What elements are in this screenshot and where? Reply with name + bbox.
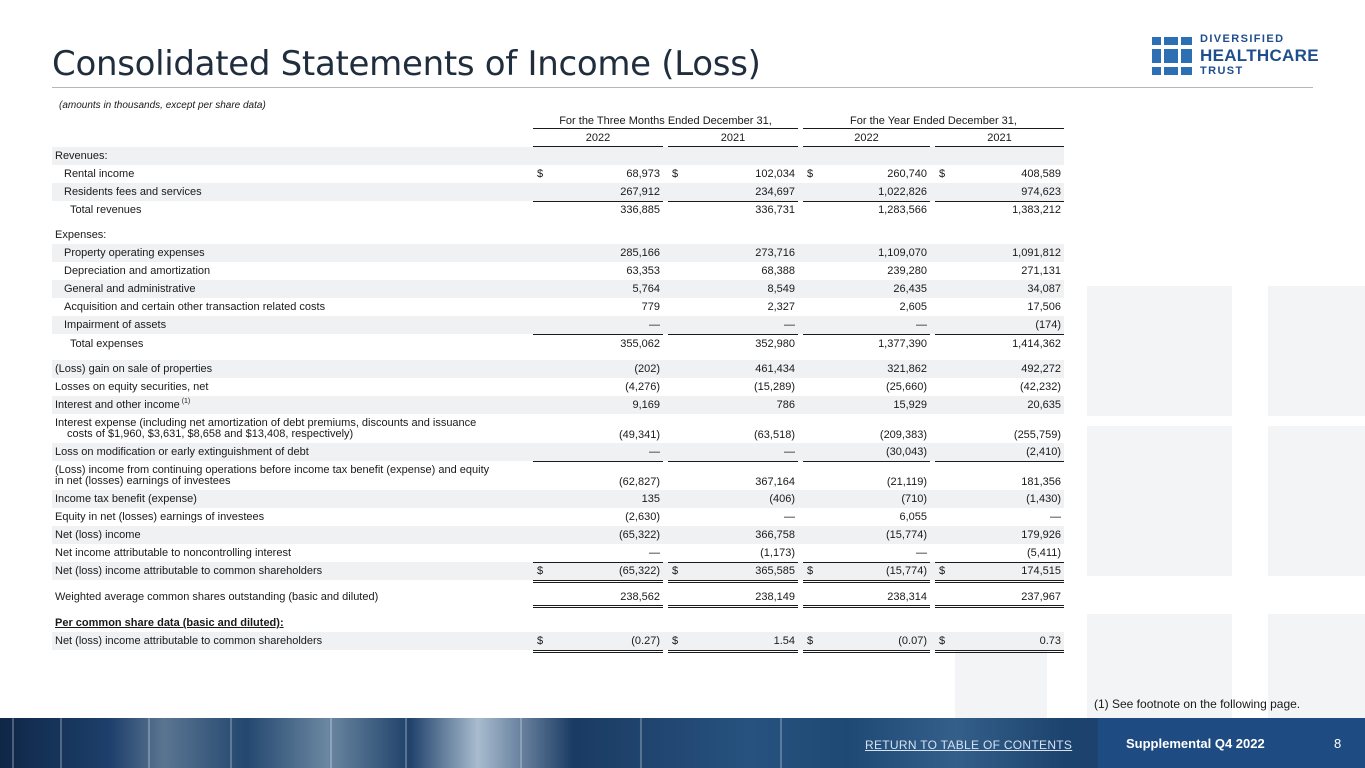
- value-cell: 1,109,070: [878, 247, 927, 259]
- table-row: [52, 262, 1064, 280]
- double-rule: [935, 652, 1064, 653]
- double-rule: [935, 650, 1064, 651]
- column-group-three-months: For the Three Months Ended December 31,: [559, 115, 772, 127]
- page-title: Consolidated Statements of Income (Loss): [52, 44, 761, 84]
- value-cell: (710): [901, 493, 927, 505]
- year-header: 2021: [987, 132, 1012, 144]
- value-cell: 1,022,826: [878, 186, 927, 198]
- value-cell: (15,289): [754, 381, 795, 393]
- row-label: [55, 399, 190, 411]
- value-cell: 1,383,212: [1012, 204, 1061, 216]
- table-row: [52, 396, 1064, 414]
- logo-text-line1: DIVERSIFIED: [1200, 33, 1285, 45]
- table-row: [52, 632, 1064, 650]
- value-cell: 779: [641, 301, 660, 313]
- value-cell: 238,562: [620, 591, 660, 603]
- double-rule: [668, 580, 798, 581]
- double-rule: [803, 650, 930, 651]
- row-label-text: Loss on modification or early extinguishment of debt: [55, 446, 309, 458]
- value-cell: 492,272: [1021, 363, 1061, 375]
- double-rule: [935, 582, 1064, 583]
- value-cell: (42,232): [1020, 381, 1061, 393]
- footnote-marker: (1): [179, 398, 191, 405]
- value-cell: 0.73: [1039, 635, 1061, 647]
- header-rule: [533, 128, 798, 129]
- value-cell: 355,062: [620, 338, 660, 350]
- subtotal-rule: [533, 562, 663, 563]
- double-rule: [668, 652, 798, 653]
- row-label: [55, 511, 264, 523]
- row-label: [55, 547, 291, 559]
- value-cell: (49,341): [619, 429, 660, 441]
- table-row: [52, 335, 1064, 353]
- value-cell: 238,149: [755, 591, 795, 603]
- subtotal-rule: [803, 562, 930, 563]
- table-row: [52, 226, 1064, 244]
- value-cell: (0.07): [898, 635, 927, 647]
- dollar-sign: $: [807, 565, 814, 577]
- table-row: [52, 165, 1064, 183]
- year-header: 2021: [720, 132, 746, 144]
- dollar-sign: $: [537, 635, 544, 647]
- table-row: [52, 588, 1064, 606]
- row-label-text: Impairment of assets: [64, 319, 167, 331]
- value-cell: (4,276): [625, 381, 660, 393]
- value-cell: 336,731: [755, 204, 795, 216]
- value-cell: (15,774): [886, 529, 927, 541]
- value-cell: (209,383): [879, 429, 927, 441]
- double-rule: [935, 580, 1064, 581]
- value-cell: 135: [641, 493, 660, 505]
- value-cell: —: [784, 446, 795, 458]
- row-label-line1: (Loss) income from continuing operations before income tax benefit (expense) and equity: [55, 464, 490, 476]
- value-cell: (63,518): [754, 429, 795, 441]
- row-label-text: Total revenues: [70, 204, 142, 216]
- row-label: [55, 446, 309, 458]
- row-label: [55, 229, 106, 241]
- row-label: [55, 565, 322, 577]
- title-divider: [52, 87, 1313, 88]
- row-label: [55, 591, 378, 603]
- dollar-sign: $: [672, 635, 679, 647]
- year-header: 2022: [585, 132, 611, 144]
- row-label: [55, 381, 208, 393]
- double-rule: [803, 605, 930, 606]
- row-label-line1: Interest expense (including net amortization of debt premiums, discounts and issuance: [55, 417, 477, 429]
- row-label: [64, 247, 205, 259]
- value-cell: (2,630): [625, 511, 660, 523]
- table-row: [52, 526, 1064, 544]
- footnote: (1) See footnote on the following page.: [1094, 697, 1301, 711]
- table-row: [52, 244, 1064, 262]
- row-label: [70, 204, 142, 216]
- year-header: 2022: [854, 132, 879, 144]
- row-label: [64, 168, 134, 180]
- value-cell: —: [784, 511, 795, 523]
- row-label-text: Residents fees and services: [64, 186, 202, 198]
- double-rule: [803, 652, 930, 653]
- row-label-line2: costs of $1,960, $3,631, $8,658 and $13,408, respectively): [67, 428, 354, 440]
- value-cell: 6,055: [899, 511, 927, 523]
- row-label-text: Revenues:: [55, 150, 108, 162]
- double-rule: [935, 607, 1064, 608]
- background-panel: [1268, 426, 1365, 576]
- table-row: [52, 414, 1064, 443]
- double-rule: [803, 582, 930, 583]
- background-panel: [955, 650, 1047, 718]
- row-label-text: Losses on equity securities, net: [55, 381, 209, 393]
- value-cell: 285,166: [620, 247, 660, 259]
- table-row: [52, 490, 1064, 508]
- row-label: [55, 465, 489, 487]
- company-logo: [1152, 34, 1317, 78]
- table-row: [52, 614, 1064, 632]
- row-label: [55, 635, 322, 647]
- value-cell: 234,697: [755, 186, 795, 198]
- value-cell: 1,377,390: [878, 338, 927, 350]
- row-label-text: Net (loss) income attributable to common shareholders: [55, 635, 323, 647]
- row-label: [64, 301, 325, 313]
- header-rule: [803, 128, 1064, 129]
- value-cell: 102,034: [755, 168, 795, 180]
- row-label-text: Acquisition and certain other transaction related costs: [64, 301, 326, 313]
- value-cell: 352,980: [755, 338, 795, 350]
- dollar-sign: $: [939, 168, 946, 180]
- row-label-text: Total expenses: [70, 338, 144, 350]
- row-label-text: Depreciation and amortization: [64, 265, 211, 277]
- value-cell: 9,169: [632, 399, 660, 411]
- value-cell: 367,164: [755, 476, 795, 488]
- table-row: [52, 201, 1064, 219]
- row-label-text: Net income attributable to noncontrolling interest: [55, 547, 292, 559]
- value-cell: 15,929: [893, 399, 927, 411]
- row-label-text: Per common share data (basic and diluted):: [55, 617, 284, 629]
- value-cell: 408,589: [1021, 168, 1061, 180]
- value-cell: (25,660): [886, 381, 927, 393]
- value-cell: 238,314: [887, 591, 927, 603]
- row-label: [55, 363, 212, 375]
- value-cell: 1,414,362: [1012, 338, 1061, 350]
- table-row: [52, 147, 1064, 165]
- value-cell: —: [916, 319, 927, 331]
- value-cell: 1.54: [773, 635, 795, 647]
- double-rule: [668, 607, 798, 608]
- value-cell: 267,912: [620, 186, 660, 198]
- dollar-sign: $: [537, 168, 544, 180]
- value-cell: (5,411): [1026, 547, 1061, 559]
- row-label-text: Equity in net (losses) earnings of investees: [55, 511, 265, 523]
- background-panel: [1268, 286, 1365, 416]
- table-row: [52, 461, 1064, 490]
- value-cell: (65,322): [619, 529, 660, 541]
- double-rule: [533, 580, 663, 581]
- value-cell: 17,506: [1027, 301, 1061, 313]
- return-to-toc-link[interactable]: RETURN TO TABLE OF CONTENTS: [865, 738, 1073, 752]
- value-cell: 34,087: [1027, 283, 1061, 295]
- double-rule: [533, 650, 663, 651]
- value-cell: 365,585: [755, 565, 795, 577]
- row-label-line2: in net (losses) earnings of investees: [55, 475, 231, 487]
- logo-text-line3: TRUST: [1200, 65, 1244, 77]
- row-label-text: General and administrative: [64, 283, 196, 295]
- row-label: [55, 529, 141, 541]
- value-cell: 68,973: [626, 168, 660, 180]
- double-rule: [533, 582, 663, 583]
- footer-bar: [0, 718, 1365, 768]
- row-label: [55, 617, 284, 629]
- value-cell: 8,549: [767, 283, 795, 295]
- dollar-sign: $: [672, 168, 679, 180]
- row-label-text: Net (loss) income: [55, 529, 141, 541]
- value-cell: (30,043): [886, 446, 927, 458]
- value-cell: 2,327: [767, 301, 795, 313]
- double-rule: [668, 650, 798, 651]
- row-label-text: Interest and other income: [55, 399, 180, 411]
- row-label-text: Expenses:: [55, 229, 107, 241]
- background-panel: [1087, 286, 1232, 416]
- dollar-sign: $: [939, 635, 946, 647]
- dollar-sign: $: [939, 565, 946, 577]
- value-cell: —: [1050, 511, 1061, 523]
- value-cell: (255,759): [1013, 429, 1061, 441]
- row-label: [70, 338, 143, 350]
- row-label-text: (Loss) gain on sale of properties: [55, 363, 213, 375]
- value-cell: (406): [769, 493, 795, 505]
- table-row: [52, 508, 1064, 526]
- value-cell: —: [649, 547, 660, 559]
- double-rule: [533, 605, 663, 606]
- value-cell: 26,435: [893, 283, 927, 295]
- value-cell: 271,131: [1021, 265, 1061, 277]
- value-cell: 321,862: [887, 363, 927, 375]
- table-row: [52, 544, 1064, 562]
- row-label-text: Net (loss) income attributable to common shareholders: [55, 565, 323, 577]
- value-cell: 239,280: [887, 265, 927, 277]
- value-cell: (15,774): [886, 565, 927, 577]
- row-label: [64, 283, 195, 295]
- double-rule: [533, 652, 663, 653]
- table-row: [52, 280, 1064, 298]
- value-cell: 1,091,812: [1012, 247, 1061, 259]
- table-row: [52, 298, 1064, 316]
- value-cell: (202): [634, 363, 660, 375]
- value-cell: 786: [776, 399, 795, 411]
- double-rule: [668, 582, 798, 583]
- value-cell: 1,283,566: [878, 204, 927, 216]
- value-cell: 63,353: [626, 265, 660, 277]
- logo-mark-icon: [1152, 37, 1193, 75]
- value-cell: (21,119): [886, 476, 927, 488]
- table-row: [52, 183, 1064, 201]
- row-label: [64, 265, 210, 277]
- double-rule: [935, 605, 1064, 606]
- page-number: 8: [1334, 736, 1342, 751]
- table-row: [52, 562, 1064, 580]
- value-cell: (62,827): [619, 476, 660, 488]
- value-cell: 179,926: [1021, 529, 1061, 541]
- value-cell: (174): [1035, 319, 1061, 331]
- column-group-year: For the Year Ended December 31,: [850, 115, 1017, 127]
- value-cell: 273,716: [755, 247, 795, 259]
- value-cell: —: [916, 547, 927, 559]
- table-row: [52, 360, 1064, 378]
- value-cell: (2,410): [1026, 446, 1061, 458]
- double-rule: [803, 580, 930, 581]
- double-rule: [803, 607, 930, 608]
- value-cell: —: [649, 319, 660, 331]
- logo-text-line2: HEALTHCARE: [1200, 46, 1319, 65]
- subtotal-rule: [668, 562, 798, 563]
- value-cell: (1,430): [1026, 493, 1061, 505]
- value-cell: —: [649, 446, 660, 458]
- row-label: [64, 319, 166, 331]
- table-row: [52, 378, 1064, 396]
- row-label-text: Property operating expenses: [64, 247, 205, 259]
- value-cell: —: [784, 319, 795, 331]
- double-rule: [533, 607, 663, 608]
- value-cell: (1,173): [760, 547, 795, 559]
- value-cell: 260,740: [887, 168, 927, 180]
- background-panel: [1087, 426, 1232, 576]
- row-label: [55, 418, 476, 440]
- dollar-sign: $: [672, 565, 679, 577]
- row-label: [55, 150, 108, 162]
- row-label: [55, 493, 197, 505]
- value-cell: 181,356: [1021, 476, 1061, 488]
- dollar-sign: $: [807, 635, 814, 647]
- row-label-text: Weighted average common shares outstanding (basic and diluted): [55, 591, 379, 603]
- subtotal-rule: [935, 562, 1064, 563]
- value-cell: 174,515: [1021, 565, 1061, 577]
- value-cell: 974,623: [1021, 186, 1061, 198]
- value-cell: 68,388: [761, 265, 795, 277]
- value-cell: 461,434: [755, 363, 795, 375]
- value-cell: 5,764: [632, 283, 660, 295]
- table-row: [52, 443, 1064, 461]
- row-label: [64, 186, 202, 198]
- value-cell: 2,605: [899, 301, 927, 313]
- value-cell: 20,635: [1027, 399, 1061, 411]
- row-label-text: Income tax benefit (expense): [55, 493, 197, 505]
- amounts-note: (amounts in thousands, except per share data): [59, 100, 266, 111]
- double-rule: [668, 605, 798, 606]
- value-cell: 237,967: [1021, 591, 1061, 603]
- value-cell: 366,758: [755, 529, 795, 541]
- supplemental-label: Supplemental Q4 2022: [1126, 736, 1265, 751]
- dollar-sign: $: [807, 168, 814, 180]
- dollar-sign: $: [537, 565, 544, 577]
- row-label-text: Rental income: [64, 168, 135, 180]
- value-cell: (65,322): [619, 565, 660, 577]
- value-cell: 336,885: [620, 204, 660, 216]
- value-cell: (0.27): [631, 635, 660, 647]
- table-row: [52, 316, 1064, 334]
